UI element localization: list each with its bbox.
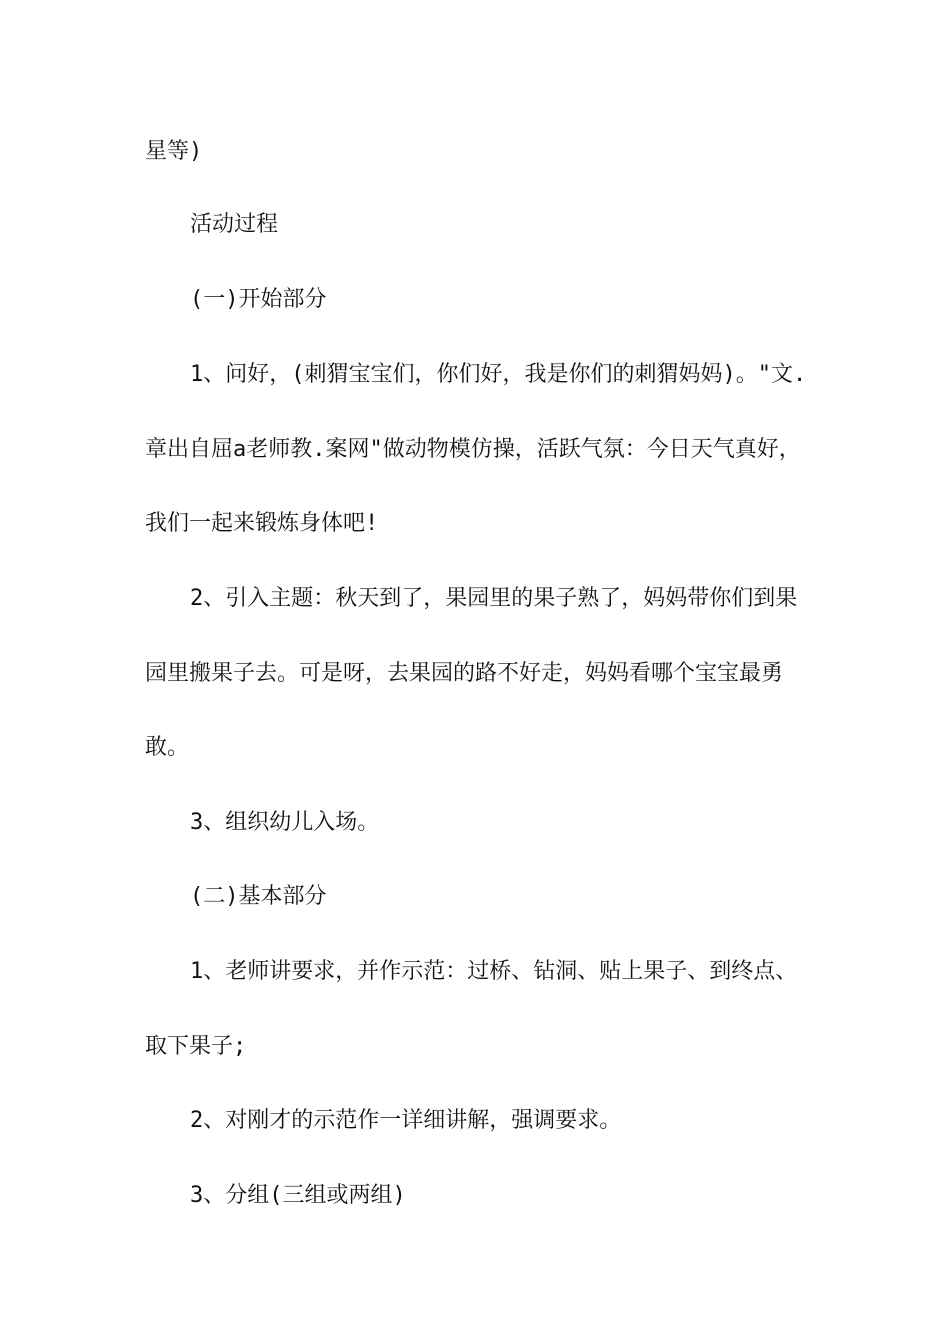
text-line: 1、老师讲要求，并作示范：过桥、钻洞、贴上果子、到终点、: [190, 959, 798, 984]
text-line: 敢。: [145, 735, 190, 760]
text-line: 3、分组(三组或两组): [190, 1183, 406, 1208]
text-line: 1、问好，(刺猬宝宝们，你们好，我是你们的刺猬妈妈)。"文.: [190, 362, 807, 387]
text-line: 2、对刚才的示范作一详细讲解，强调要求。: [190, 1108, 622, 1133]
section-heading: 活动过程: [190, 212, 279, 237]
subsection-heading: (一)开始部分: [190, 287, 327, 312]
subsection-heading: (二)基本部分: [190, 884, 327, 909]
text-line: 园里搬果子去。可是呀，去果园的路不好走，妈妈看哪个宝宝最勇: [145, 661, 784, 686]
text-line: 3、组织幼儿入场。: [190, 810, 380, 835]
text-line: 2、引入主题：秋天到了，果园里的果子熟了，妈妈带你们到果: [190, 586, 798, 611]
text-line: 星等): [145, 139, 203, 164]
text-line: 章出自屈a老师教.案网"做动物模仿操，活跃气氛：今日天气真好，: [145, 437, 801, 462]
text-line: 取下果子;: [145, 1034, 247, 1059]
text-line: 我们一起来锻炼身体吧!: [145, 511, 379, 536]
